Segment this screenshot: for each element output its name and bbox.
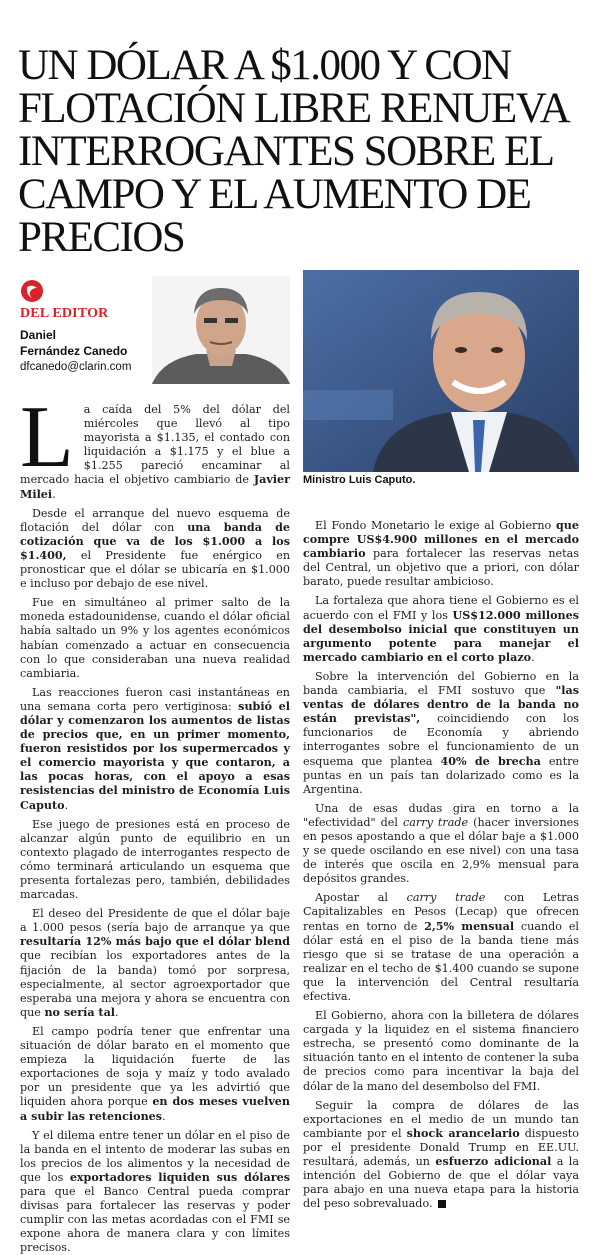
article-column-left — [20, 389, 291, 1255]
article-column-right — [303, 519, 579, 1211]
paragraph: Fue en simultáneo al primer salto de la moneda estadounidense, cuando el dólar oficial había saltado un 9% y los agentes económicos habían comenzado a actuar en consecuencia con lo que consideraban una nueva realidad cambiaria. — [20, 596, 290, 680]
paragraph: Ese juego de presiones está en proceso de alcanzar algún punto de equilibrio en un contexto plagado de interrogantes respecto de cómo terminará articulando un esquema que presenta fortalezas pero, también, debilidades marcadas. — [20, 817, 290, 902]
paragraph: Seguir la compra de dólares de las exportaciones en el medio de un mundo tan cambiante por el shock arancelario dispuesto por el presidente Donald Trump en EE.UU. resultará, además, un esfuerzo adicional a la intención del Gobierno de que el dólar vaya para abajo en una nueva etapa para la historia del peso sobrevaluado. — [303, 1098, 579, 1211]
end-mark — [438, 1200, 446, 1208]
photo-caption: Ministro Luis Caputo. — [303, 474, 416, 486]
author-photo — [152, 276, 290, 384]
author-email[interactable]: dfcanedo@clarin.com — [20, 361, 132, 373]
paragraph: El deseo del Presidente de que el dólar baje a 1.000 pesos (sería bajo de arranque ya que resultaría 12% más bajo que el dólar blend que recibían los exportadores antes de la fijación de la banda) tomó por sorpresa, especialmente, al sector agroexportador que esperaba una mejora y ahora se encuentra con que no sería tal. — [20, 907, 290, 1019]
caputo-photo — [303, 270, 579, 472]
author-first-name: Daniel — [20, 328, 57, 342]
paragraph: Una de esas dudas gira en torno a la "efectividad" del carry trade (hacer inversiones en pesos apostando a que el dólar baje a $1.000 y se quede oscilando en ese nivel) con una tasa de interés que oscila en 2,9% mensual para depósitos grandes. — [303, 801, 579, 886]
clarin-logo-icon — [20, 279, 44, 303]
headline: UN DÓLAR A $1.000 Y CON FLOTACIÓN LIBRE RENUEVA INTERROGANTES SOBRE EL CAMPO Y EL AUMENTO DE PRECIOS — [18, 42, 567, 261]
paragraph: Sobre la intervención del Gobierno en la banda cambiaria, el FMI sostuvo que "las ventas de dólares dentro de la banda no están previstas", coincidiendo con los funcionarios de Economía y abriendo interrogantes sobre el funcionamiento de un esquema que plantea 40% de brecha entre puntas en un país tan dolarizado como es la Argentina. — [303, 669, 579, 796]
paragraph: Apostar al carry trade con Letras Capitalizables en Pesos (Lecap) que ofrecen rentas en torno de 2,5% mensual cuando el dólar está en el piso de la banda tiene más riesgo que si se tratase de una operación a realizar en el techo de $1.400 cuando se supone que la intervención del Central resultaría efectiva. — [303, 891, 579, 1003]
paragraph: Desde el arranque del nuevo esquema de flotación del dólar con una banda de cotización que va de los $1.000 a los $1.400, el Presidente fue enérgico en pronosticar que el dólar se ubicaría en $1.000 e incluso por debajo de ese nivel. — [20, 506, 291, 591]
drop-cap: L — [20, 389, 74, 486]
paragraph: El Gobierno, ahora con la billetera de dólares cargada y la liquidez en el sistema financiero estrecha, se presentó como dominante de la situación tanto en el intento de contener la suba de precios como para incentivar la baja del dólar de la mano del desembolso del FMI. — [303, 1009, 579, 1093]
author-last-name: Fernández Canedo — [20, 344, 128, 358]
paragraph: El campo podría tener que enfrentar una situación de dólar barato en el momento que empieza la liquidación fuerte de las exportaciones de soja y maíz y todo avalado por un presidente que ya les advirtió que liquiden ahora porque en dos meses vuelven a subir las retenciones. — [20, 1024, 290, 1123]
paragraph: Y el dilema entre tener un dólar en el piso de la banda en el intento de moderar las subas en los precios de los alimentos y la necesidad de que los exportadores liquiden sus dólares para que el Banco Central pueda comprar divisas para fortalecer las reservas y poder cumplir con las metas acordadas con el FMI se expone ahora de manera clara y con límites precisos. — [20, 1128, 290, 1255]
paragraph: La fortaleza que ahora tiene el Gobierno es el acuerdo con el FMI y los US$12.000 millones del desembolso inicial que constituyen un argumento potente para manejar el mercado cambiario en el corto plazo. — [303, 594, 579, 664]
paragraph: Las reacciones fueron casi instantáneas en una semana corta pero vertiginosa: subió el dólar y comenzaron los aumentos de listas de precios que, en un primer momento, fueron resistidos por los supermercados y el comercio mayorista y que contaron, a las pocas horas, con el apoyo a esas resistencias del ministro de Economía Luis Caputo. — [20, 685, 291, 812]
paragraph: El Fondo Monetario le exige al Gobierno que compre US$4.900 millones en el mercado cambiario para fortalecer las reservas netas del Central, un objetivo que a priori, con dólar barato, puede resultar ambicioso. — [303, 519, 579, 589]
section-label: DEL EDITOR — [20, 306, 109, 321]
paragraph: La caída del 5% del dólar del miércoles que llevó al tipo mayorista a $1.135, el contado con liquidación a $1.175 y el blue a $1.255 pareció encaminar al mercado hacia el objetivo cambiario de Javier Milei. — [20, 389, 290, 501]
